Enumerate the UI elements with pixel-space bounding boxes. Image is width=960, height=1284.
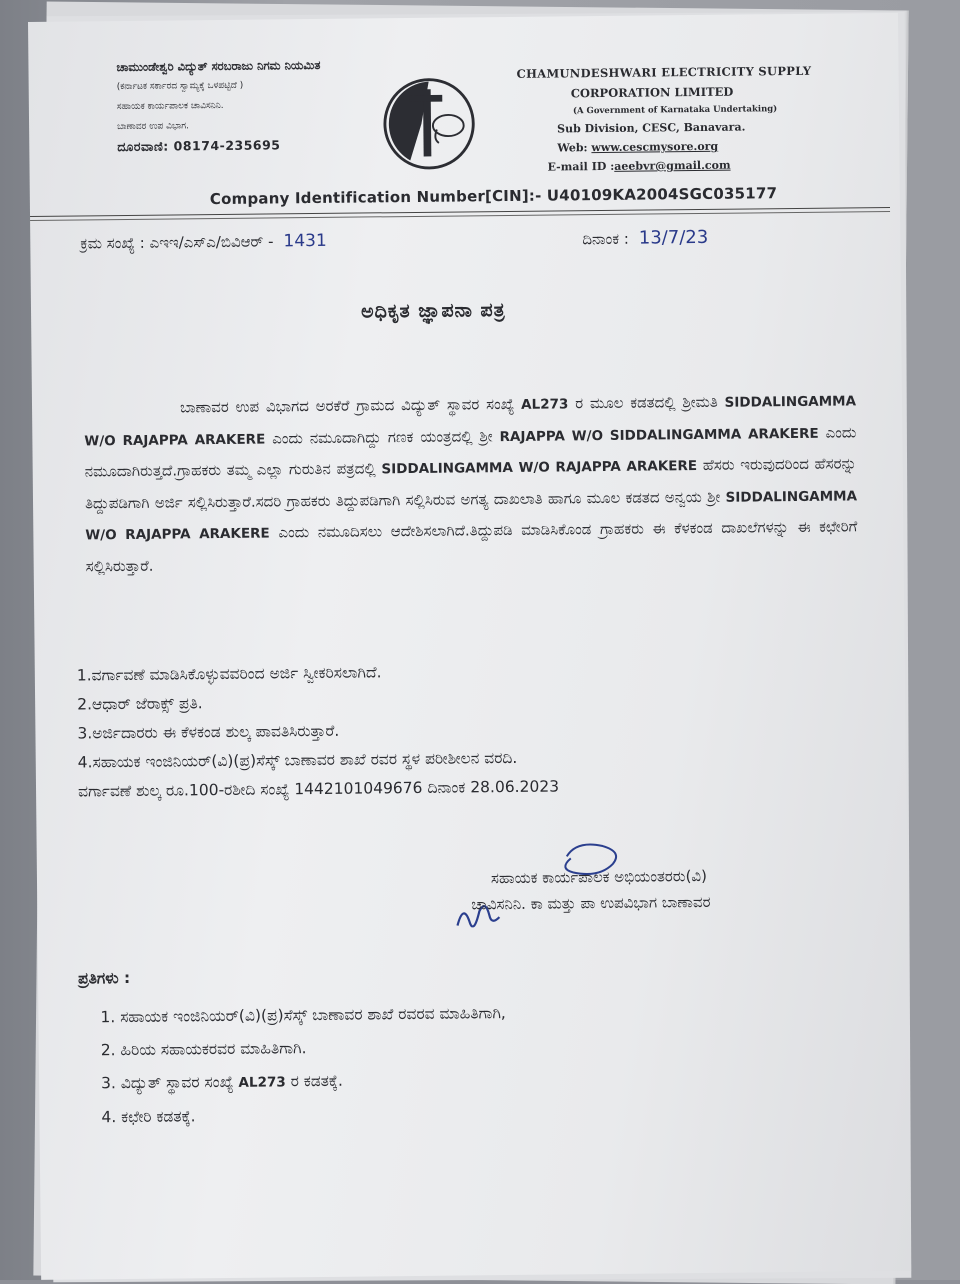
list-item: 2.ಆಧಾರ್ ಜೆರಾಕ್ಸ್ ಪ್ರತಿ. — [77, 694, 203, 714]
list-item: ವರ್ಗಾವಣೆ ಶುಲ್ಕ ರೂ.100-ರಶೀದಿ ಸಂಖ್ಯೆ 1442101049676 ದಿನಾಂಕ 28.06.2023 — [77, 777, 560, 801]
list-item — [101, 1063, 507, 1101]
list-item: 3.ಅರ್ಜಿದಾರರು ಈ ಕೆಳಕಂಡ ಶುಲ್ಕ ಪಾವತಿಸಿರುತ್ತಾರೆ. — [77, 721, 340, 743]
copy-installation-number: AL273 — [238, 1074, 286, 1091]
document-title: ಅಧಿಕೃತ ಜ್ಞಾಪನಾ ಪತ್ರ — [360, 299, 506, 323]
english-letterhead — [516, 64, 817, 174]
body-segment-5: ಹೆಸರು ಇರುವುದರಿಂದ ಹೆಸರನ್ನು ತಿದ್ದುಪಡಿಗಾಗಿ ಅರ್ಜಿ ಸಲ್ಲಿಸಿರುತ್ತಾರೆ.ಸದರಿ ಗ್ರಾಹಕರು ತಿದ್ದುಪಡಿಗಾಗಿ ಸಲ್ಲಿಸಿರುವ ಅಗತ್ಯ ದಾಖಲಾತಿ ಹಾಗೂ ಮೂಲ ಕಡತದ ಅನ್ವಯ ಶ್ರೀ — [84, 454, 857, 512]
org-name-kannada: ಚಾಮುಂಡೇಶ್ವರಿ ವಿದ್ಯುತ್ ಸರಬರಾಜು ನಿಗಮ ನಿಯಮಿತ — [116, 57, 321, 75]
body-segment-3: ಎಂದು ನಮೂದಾಗಿದ್ದು ಗಣಕ ಯಂತ್ರದಲ್ಲಿ ಶ್ರೀ — [272, 426, 493, 447]
cesc-logo-icon — [381, 75, 478, 172]
body-text — [84, 385, 858, 581]
letter-page — [28, 13, 911, 1280]
copy-item-3-label: 3. ವಿದ್ಯುತ್ ಸ್ಥಾವರ ಸಂಖ್ಯೆ — [101, 1072, 234, 1093]
list-item: 2. ಹಿರಿಯ ಸಹಾಯಕರವರ ಮಾಹಿತಿಗಾಗಿ. — [100, 1039, 307, 1060]
office-kannada: ಸಹಾಯಕ ಕಾರ್ಯಪಾಲಕ ಚಾವಿಸನಿನಿ. — [116, 100, 224, 113]
body-segment-4: ಎಂದು ನಮೂದಾಗಿರುತ್ತದೆ.ಗ್ರಾಹಕರು ತಮ್ಮ ಎಲ್ಲಾ ಗುರುತಿನ ಪತ್ರದಲ್ಲಿ — [84, 422, 857, 481]
copies-list — [100, 997, 507, 1134]
reference-handwritten-number: 1431 — [283, 230, 327, 252]
signature-block — [457, 863, 711, 918]
company-cin: Company Identification Number[CIN]:- U40109KA2004SGC035177 — [209, 184, 778, 209]
documents-list — [77, 653, 868, 806]
email-label: E-mail ID : — [547, 159, 615, 174]
list-item: 4. ಕಛೇರಿ ಕಡತಕ್ಕೆ. — [101, 1107, 196, 1127]
consumer-name-3: SIDDALINGAMMA W/O RAJAPPA ARAKERE — [381, 458, 698, 478]
email-link[interactable]: aeebvr@gmail.com — [614, 158, 731, 173]
consumer-name-1: SIDDALINGAMMA W/O RAJAPPA ARAKERE — [84, 393, 857, 449]
subdivision-kannada: ಬಾಣಾವರ ಉಪ ವಿಭಾಗ. — [117, 121, 190, 133]
phone-number: ದೂರವಾಣಿ: 08174-235695 — [117, 137, 281, 155]
list-item: 4.ಸಹಾಯಕ ಇಂಜಿನಿಯರ್(ವಿ)(ಪ್ರ)ಸೆಸ್ಕ್ ಬಾಣಾವರ ಶಾಖೆ ರವರ ಸ್ಥಳ ಪರೀಶೀಲನ ವರದಿ. — [77, 748, 518, 772]
subdivision-english: Sub Division, CESC, Banavara. — [557, 120, 746, 136]
website-line — [557, 139, 817, 155]
website-link[interactable]: www.cescmysore.org — [591, 139, 719, 155]
body-segment-1: ಬಾಣಾವರ ಉಪ ವಿಭಾಗದ ಅರಕೆರೆ ಗ್ರಾಮದ ವಿದ್ಯುತ್ ಸ್ಥಾವರ ಸಂಖ್ಯೆ — [179, 394, 515, 417]
web-label: Web: — [557, 141, 592, 155]
body-segment-6: ಎಂದು ನಮೂದಿಸಲು ಆದೇಶಿಸಲಾಗಿದೆ.ತಿದ್ದುಪಡಿ ಮಾಡಿಸಿಕೊಂಡ ಗ್ರಾಹಕರು ಈ ಕೆಳಕಂಡ ದಾಖಲೆಗಳನ್ನು ಈ ಕಛೇರಿಗೆ ಸಲ್ಲಿಸಿರುತ್ತಾರೆ. — [85, 517, 858, 575]
reference-label: ಕ್ರಮ ಸಂಖ್ಯೆ : ಎಇಇ/ಎಸ್‌ಎ/ಬಿವಿಆರ್ - — [80, 232, 274, 253]
org-name-line1: CHAMUNDESHWARI ELECTRICITY SUPPLY — [516, 63, 812, 81]
date-handwritten: 13/7/23 — [638, 226, 709, 249]
org-name-line2: CORPORATION LIMITED — [570, 84, 734, 101]
reference-number — [80, 231, 327, 254]
consumer-name-2: RAJAPPA W/O SIDDALINGAMMA ARAKERE — [499, 425, 819, 445]
date-label: ದಿನಾಂಕ : — [582, 229, 629, 249]
signatory-office: ಚಾವಿಸನಿನಿ. ಕಾ ಮತ್ತು ಪಾ ಉಪವಿಭಾಗ ಬಾಣಾವರ — [471, 892, 711, 914]
body-segment-2: ರ ಮೂಲ ಕಡತದಲ್ಲಿ ಶ್ರೀಮತಿ — [575, 392, 718, 413]
govt-note-kannada: (ಕರ್ನಾಟಕ ಸರ್ಕಾರದ ಸ್ವಾಮ್ಯಕ್ಕೆ ಒಳಪಟ್ಟಿದೆ ) — [116, 80, 244, 93]
email-line — [547, 158, 817, 174]
installation-number: AL273 — [521, 396, 569, 413]
copy-item-3-suffix: ರ ಕಡತಕ್ಕೆ. — [290, 1071, 343, 1091]
consumer-name-4: SIDDALINGAMMA W/O RAJAPPA ARAKERE — [85, 487, 858, 544]
signatory-designation: ಸಹಾಯಕ ಕಾರ್ಯಪಾಲಕ ಅಭಿಯಂತರರು(ವಿ) — [490, 866, 707, 888]
list-item: 1. ಸಹಾಯಕ ಇಂಜಿನಿಯರ್(ವಿ)(ಪ್ರ)ಸೆಸ್ಕ್ ಬಾಣಾವರ ಶಾಖೆ ರವರವ ಮಾಹಿತಿಗಾಗಿ, — [100, 1004, 506, 1027]
govt-note-english: (A Government of Karnataka Undertaking) — [572, 104, 778, 117]
list-item: 1.ವರ್ಗಾವಣೆ ಮಾಡಿಸಿಕೊಳ್ಳುವವರಿಂದ ಅರ್ಜಿ ಸ್ವೀಕರಿಸಲಾಗಿದೆ. — [76, 663, 382, 685]
body-paragraph — [84, 385, 858, 581]
letter-date — [582, 227, 708, 249]
copies-heading: ಪ್ರತಿಗಳು : — [77, 968, 131, 988]
